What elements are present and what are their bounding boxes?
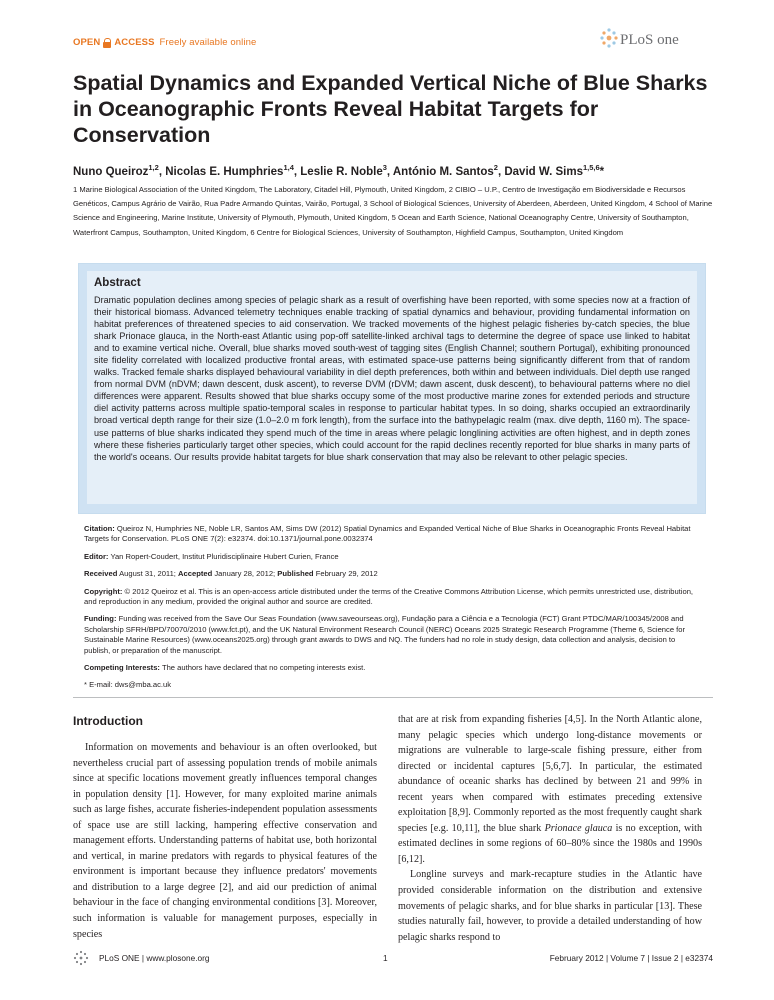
- section-divider: [73, 697, 713, 698]
- footer-issue: February 2012 | Volume 7 | Issue 2 | e32374: [549, 953, 713, 963]
- author[interactable]: David W. Sims: [504, 165, 583, 178]
- copyright: [84, 587, 700, 608]
- editor-text: Yan Ropert-Coudert, Institut Pluridisciplinaire Hubert Curien, France: [110, 551, 339, 561]
- copyright-label: Copyright:: [84, 586, 123, 596]
- plos-one-logo: [598, 27, 708, 53]
- abstract-text: Dramatic population declines among species of pelagic shark as a result of overfishing have been reported, with some species now at a fraction of their historical biomass. Advanced telemetry techniques enable tracking of spatial dynamics and behaviour, providing fundamental information on habitat preferences of threatened species to aid conservation. We tracked movements of the highest pelagic fisheries by-catch species, the blue shark Prionace glauca, in the North-east Atlantic using pop-off satellite-linked archival tags to determine the degree of space use linked to habitat and to examine vertical niche. Overall, blue sharks moved south-west of tagging sites (English Channel; southern Portugal), exhibiting pronounced site fidelity correlated with localized productive frontal areas, with estimated space-use patterns being significantly different from that of random walks. Tracked female sharks displayed behavioural variability in diel depth preferences, both within and between individuals. Diel depth use ranged from normal DVM (nDVM; dawn descent, dusk ascent), to reverse DVM (rDVM; dawn ascent, dusk descent), to behavioural patterns where no diel differences were apparent. Results showed that blue sharks occupy some of the most productive marine zones for extended periods and structure diel activity patterns across multiple spatio-temporal scales in response to particular habitat types. In so doing, sharks occupied an extraordinarily broad vertical depth range for their size (1.0–2.0 m fork length), from the surface into the bathypelagic realm (max. dive depth, 1160 m). The space-use patterns of blue sharks indicated they spend much of the time in areas where pelagic longlining activities are often highest, and in depth zones where these fisheries particularly target other species, which could account for the rapid declines recently reported for blue sharks in many parts of the world's oceans. Our results provide habitat targets for blue shark conservation that may also be relevant to other pelagic species.: [94, 295, 690, 462]
- author-affil: 1,4: [283, 163, 294, 172]
- author-affil: 1,5,6: [582, 163, 600, 172]
- accepted-date: January 28, 2012;: [214, 569, 276, 579]
- competing-interests: [84, 663, 700, 673]
- email[interactable]: * E-mail: dws@mba.ac.uk: [84, 680, 172, 690]
- funding-text: Funding was received from the Save Our Seas Foundation (www.saveourseas.org), Fundação para a Ciência e a Tecnologia (FCT) Grant PTDC/MAR/100345/2008 and Scholarship SFRH/BPD/70070/2010 (www.fct.pt), and the UK Natural Environment Research Council (NERC) Oceans 2025 Strategic Research Programme (Theme 6, Science for Sustainable Marine Resources) (www.oceans2025.org) through grant awards to DWS and NQ. The funders had no role in study design, data collection and analysis, decision to publish, or preparation of the manuscript.: [84, 614, 686, 655]
- received-label: Received: [84, 569, 118, 579]
- author-separator: ,: [497, 165, 505, 178]
- author-list: [73, 163, 713, 178]
- competing-label: Competing Interests:: [84, 663, 160, 673]
- published-date: February 29, 2012: [315, 569, 378, 579]
- author-separator: ,: [158, 165, 166, 178]
- citation: [84, 524, 700, 545]
- author[interactable]: Nicolas E. Humphries: [165, 165, 284, 178]
- intro-text: is no exception, with estimated declines in some regions of 60–80% since the 1980s and 1990s [6,12].: [398, 822, 703, 865]
- author-affil: 2: [493, 163, 498, 172]
- author[interactable]: Leslie R. Noble: [300, 165, 383, 178]
- abstract-box: [78, 263, 706, 514]
- intro-text: that are at risk from expanding fisheries [4,5]. In the North Atlantic alone, many pelagic species which undergo long-distance movements or migrations are vulnerable to large-scale fishing pressure, either from directed or incidental captures [5,6,7]. In particular, the estimated abundance of oceanic sharks has declined by between 21 and 99% in recent years when compared with estimates preceding extensive exploitation [8,9]. Commonly reported as the most frequently caught shark species [e.g. 10,11], the blue shark: [398, 714, 702, 834]
- author-affil: 3: [382, 163, 387, 172]
- author[interactable]: António M. Santos: [392, 165, 494, 178]
- journal-name: PLoS one: [620, 32, 679, 48]
- introduction-right-column: [398, 712, 702, 945]
- open-label: OPEN: [73, 37, 101, 48]
- published-label: Published: [277, 569, 314, 579]
- species-name: Prionace glauca: [544, 822, 613, 834]
- competing-text: The authors have declared that no competing interests exist.: [161, 663, 366, 673]
- intro-paragraph: Longline surveys and mark-recapture studies in the Atlantic have provided considerable information on the distribution and extensive movements of pelagic sharks, and for blue sharks in particular [13]. These studies naturally fail, however, to provide a detailed understanding of how pelagic sharks respond to: [398, 869, 702, 943]
- received-date: August 31, 2011;: [119, 569, 176, 579]
- abstract-panel: [87, 271, 697, 504]
- plos-dots-icon: [73, 950, 89, 966]
- funding: [84, 614, 700, 656]
- abstract-heading: Abstract: [94, 277, 141, 289]
- plos-logo-icon: [598, 27, 620, 53]
- editor: [84, 552, 700, 562]
- author-separator: ,: [386, 165, 393, 178]
- author-separator: ,: [293, 165, 301, 178]
- affiliations: 1 Marine Biological Association of the United Kingdom, The Laboratory, Citadel Hill, Plymouth, United Kingdom, 2 CIBIO – U.P., Centro de Investigação em Biodiversidade e Recursos Genéticos, Campus Agrário de Vairão, Rua Padre Armando Quintas, Vairão, Portugal, 3 School of Biological Sciences, University of Aberdeen, Aberdeen, United Kingdom, 4 School of Marine Science and Engineering, Marine Institute, University of Plymouth, Plymouth, United Kingdom, 5 Ocean and Earth Science, National Oceanography Centre, University of Southampton, Waterfront Campus, Southampton, United Kingdom, 6 Centre for Biological Sciences, University of Southampton, Highfield Campus, Southampton, United Kingdom: [73, 185, 713, 237]
- introduction-left-column: Information on movements and behaviour is an often overlooked, but nevertheless crucial part of assessing population trends of mobile animals since at specific locations movement greatly influences temporal changes in population density [1]. However, for many exploited marine animals such as large fishes, accurate fisheries-independent population assessments of space use are still lacking, hampering effective conservation and management efforts. Understanding patterns of habitat use, both horizontal and vertical, in marine predators with regards to physical features of the environment is important because they influence predators' movements and distribution to a large degree [2], and aid our prediction of animal behaviour in the face of changing environmental conditions [3]. Moreover, such information is valuable for management purposes, especially in species: [73, 742, 377, 940]
- author-affil: 1,2: [148, 163, 159, 172]
- article-metadata: [84, 524, 700, 698]
- intro-paragraph: [398, 712, 702, 867]
- citation-label: Citation:: [84, 524, 115, 533]
- open-lock-icon: [103, 38, 111, 48]
- corresponding-marker: *: [599, 165, 605, 178]
- open-access-banner: [73, 37, 256, 48]
- introduction-heading: Introduction: [73, 714, 143, 728]
- free-available-label: Freely available online: [159, 37, 257, 48]
- author[interactable]: Nuno Queiroz: [73, 165, 149, 178]
- funding-label: Funding:: [84, 614, 117, 624]
- accepted-label: Accepted: [178, 569, 213, 579]
- article-title: Spatial Dynamics and Expanded Vertical Niche of Blue Sharks in Oceanographic Fronts Reveal Habitat Targets for Conservation: [73, 71, 708, 147]
- access-label: ACCESS: [114, 37, 155, 48]
- footer-journal[interactable]: PLoS ONE | www.plosone.org: [99, 953, 210, 963]
- citation-text: Queiroz N, Humphries NE, Noble LR, Santos AM, Sims DW (2012) Spatial Dynamics and Expanded Vertical Niche of Blue Sharks in Oceanographic Fronts Reveal Habitat Targets for Conservation. PLoS ONE 7(2): e32374. doi:10.1371/journal.pone.0032374: [84, 524, 691, 544]
- copyright-text: © 2012 Queiroz et al. This is an open-access article distributed under the terms of the Creative Commons Attribution License, which permits unrestricted use, distribution, and reproduction in any medium, provided the original author and source are credited.: [84, 586, 694, 607]
- page-number: 1: [383, 953, 388, 963]
- dates: [84, 569, 700, 579]
- editor-label: Editor:: [84, 551, 109, 561]
